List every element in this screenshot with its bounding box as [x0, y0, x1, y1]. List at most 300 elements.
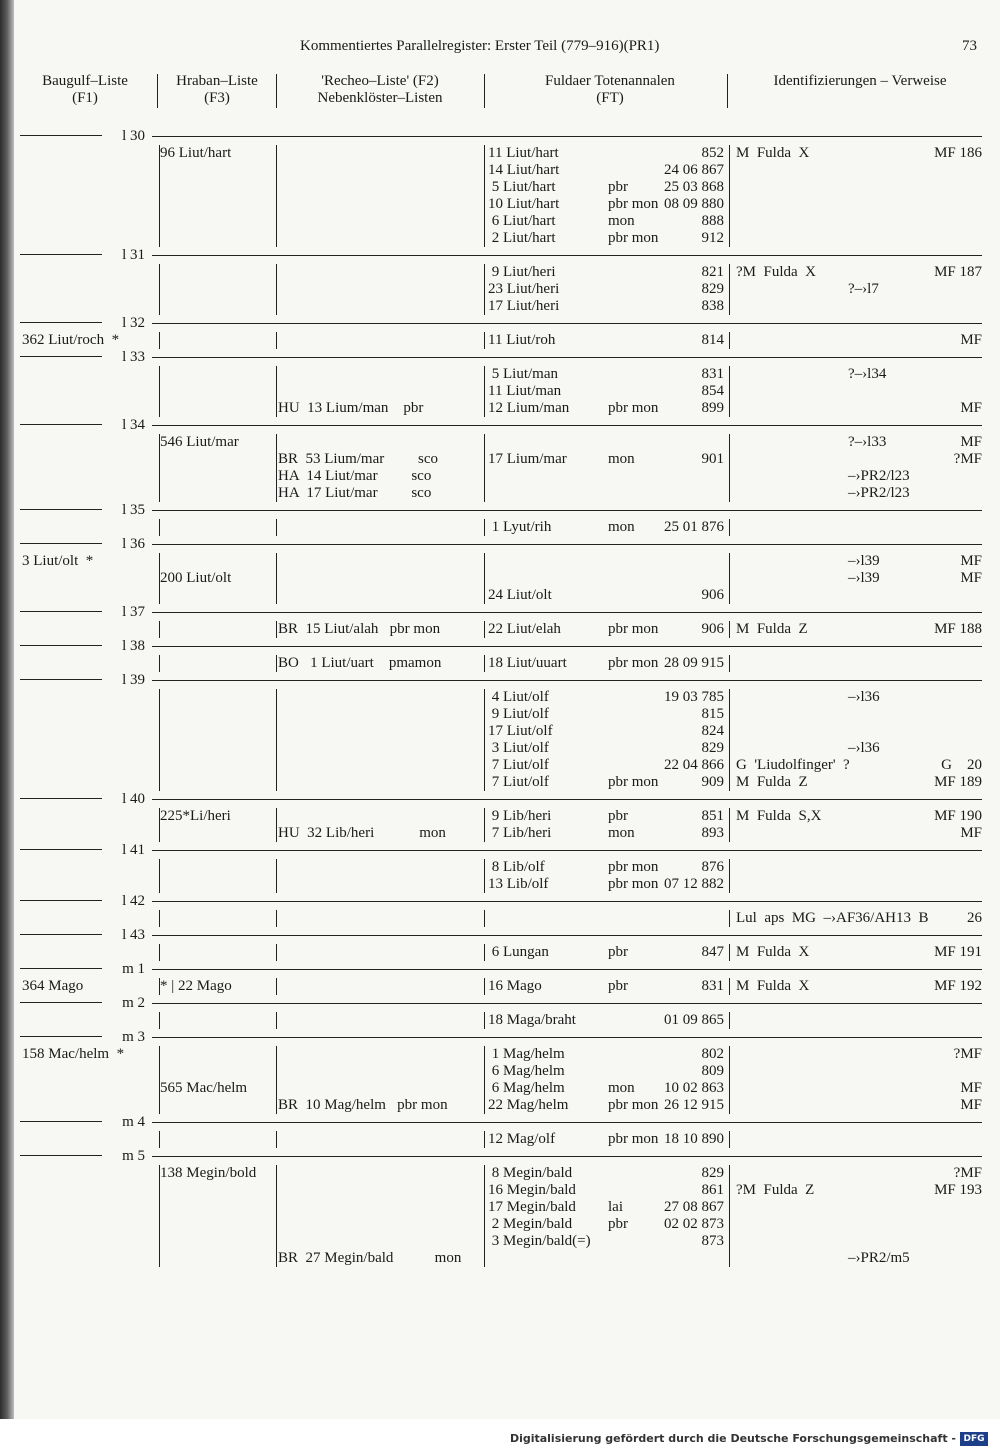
ft-entry: 6 Liut/hart: [488, 213, 556, 229]
ft-date: 28 09 915: [664, 655, 724, 671]
cross-reference: –›PR2/m5: [848, 1250, 910, 1266]
column-divider: [159, 366, 160, 417]
ft-status: pbr mon: [608, 774, 659, 790]
column-divider: [276, 655, 277, 672]
column-divider: [276, 910, 277, 927]
ft-status: pbr: [608, 179, 628, 195]
f2-entry: HU 32 Lib/heri mon: [278, 825, 446, 841]
mf-reference: MF: [960, 400, 982, 416]
identification: G 'Liudolfinger' ?: [736, 757, 850, 773]
column-divider: [159, 145, 160, 247]
identification: ?M Fulda X: [736, 264, 816, 280]
mf-reference: G 20: [941, 757, 982, 773]
column-divider: [484, 689, 485, 791]
mf-reference: MF: [960, 434, 982, 450]
f3-entry: 565 Mac/helm: [160, 1080, 248, 1096]
ft-status: mon: [608, 825, 635, 841]
ft-entry: 17 Liut/heri: [488, 298, 560, 314]
ft-date: 08 09 880: [664, 196, 724, 212]
column-divider: [729, 332, 730, 349]
column-divider: [276, 944, 277, 961]
column-header-f3-line1: Hraban–Liste: [176, 73, 258, 89]
group-label: l 37: [122, 604, 145, 620]
ft-entry: 6 Mag/helm: [488, 1080, 565, 1096]
f2-entry: BR 15 Liut/alah pbr mon: [278, 621, 441, 637]
f2-entry: BR 27 Megin/bald mon: [278, 1250, 462, 1266]
identification: M Fulda Z: [736, 774, 808, 790]
ft-entry: 9 Lib/heri: [488, 808, 552, 824]
group-rule-short: [20, 611, 102, 612]
ft-entry: 16 Megin/bald: [488, 1182, 576, 1198]
ft-date: 809: [701, 1063, 724, 1079]
running-title: Kommentiertes Parallelregister: Erster Teil (779–916)(PR1): [300, 38, 660, 54]
column-divider: [729, 859, 730, 893]
column-divider: [484, 264, 485, 315]
ft-date: 27 08 867: [664, 1199, 724, 1215]
column-header-f2-line1: 'Recheo–Liste' (F2): [321, 73, 439, 89]
f3-entry: 546 Liut/mar: [160, 434, 239, 450]
column-divider: [729, 1012, 730, 1029]
ft-date: 906: [701, 621, 724, 637]
group-rule-short: [20, 798, 102, 799]
ft-entry: 7 Liut/olf: [488, 757, 549, 773]
group-label: l 31: [122, 247, 145, 263]
group-rule-long: [152, 969, 982, 970]
group-rule-short: [20, 509, 102, 510]
ft-entry: 22 Liut/elah: [488, 621, 561, 637]
ft-entry: 3 Liut/olf: [488, 740, 549, 756]
group-rule-short: [20, 849, 102, 850]
cross-reference: –›PR2/l23: [848, 468, 910, 484]
group-rule-short: [20, 1036, 102, 1037]
column-divider: [484, 910, 485, 927]
column-divider: [159, 621, 160, 638]
ft-status: mon: [608, 451, 635, 467]
f2-entry: HA 17 Liut/mar sco: [278, 485, 432, 501]
footer-credit: Digitalisierung gefördert durch die Deutsche Forschungsgemeinschaft -: [509, 1432, 956, 1445]
column-divider: [484, 1165, 485, 1267]
mf-reference: MF: [960, 825, 982, 841]
group-rule-short: [20, 934, 102, 935]
ft-entry: 7 Lib/heri: [488, 825, 552, 841]
identification: Lul aps MG –›AF36/AH13 B: [736, 910, 929, 926]
mf-reference: ?MF: [953, 1165, 982, 1181]
mf-reference: ?MF: [953, 1046, 982, 1062]
ft-entry: 6 Lungan: [488, 944, 549, 960]
ft-entry: 24 Liut/olt: [488, 587, 552, 603]
ft-date: 831: [701, 978, 724, 994]
f3-entry: 200 Liut/olt: [160, 570, 232, 586]
column-divider: [276, 519, 277, 536]
column-divider: [159, 434, 160, 502]
column-divider: [729, 553, 730, 604]
cross-reference: –›PR2/l23: [848, 485, 910, 501]
cross-reference: –›l39: [848, 570, 880, 586]
cross-reference: ?–›l34: [848, 366, 887, 382]
column-divider: [484, 655, 485, 672]
ft-entry: 2 Liut/hart: [488, 230, 556, 246]
column-divider: [276, 978, 277, 995]
group-label: m 3: [122, 1029, 145, 1045]
ft-status: pbr mon: [608, 655, 659, 671]
ft-date: 814: [701, 332, 724, 348]
ft-date: 26 12 915: [664, 1097, 724, 1113]
f3-entry: 225*Li/heri: [160, 808, 231, 824]
group-rule-long: [152, 1122, 982, 1123]
group-label: l 41: [122, 842, 145, 858]
column-divider: [159, 859, 160, 893]
column-divider: [159, 689, 160, 791]
column-divider: [276, 1012, 277, 1029]
ft-entry: 22 Mag/helm: [488, 1097, 569, 1113]
ft-date: 01 09 865: [664, 1012, 724, 1028]
ft-status: mon: [608, 213, 635, 229]
group-rule-short: [20, 424, 102, 425]
group-rule-long: [152, 646, 982, 647]
group-rule-long: [152, 1037, 982, 1038]
cross-reference: –›l36: [848, 689, 880, 705]
column-divider: [729, 910, 730, 927]
column-divider: [729, 434, 730, 502]
group-rule-long: [152, 612, 982, 613]
column-divider: [159, 264, 160, 315]
dfg-logo: DFG: [960, 1432, 988, 1446]
column-divider: [276, 366, 277, 417]
ft-entry: 1 Lyut/rih: [488, 519, 552, 535]
f2-entry: BR 10 Mag/helm pbr mon: [278, 1097, 448, 1113]
group-label: l 38: [122, 638, 145, 654]
column-divider: [159, 553, 160, 604]
column-divider: [159, 332, 160, 349]
ft-entry: 8 Lib/olf: [488, 859, 545, 875]
column-divider: [484, 1131, 485, 1148]
ft-date: 901: [701, 451, 724, 467]
column-header-f3-line2: (F3): [204, 90, 230, 106]
column-divider: [159, 1131, 160, 1148]
ft-date: 906: [701, 587, 724, 603]
column-divider: [484, 366, 485, 417]
column-divider: [484, 944, 485, 961]
ft-date: 829: [701, 740, 724, 756]
group-rule-short: [20, 968, 102, 969]
mf-reference: MF 188: [934, 621, 982, 637]
column-header-f1-line2: (F1): [72, 90, 98, 106]
column-divider: [276, 808, 277, 842]
ft-date: 838: [701, 298, 724, 314]
ft-status: pbr mon: [608, 876, 659, 892]
group-rule-long: [152, 901, 982, 902]
ft-entry: 5 Liut/hart: [488, 179, 556, 195]
column-divider: [484, 859, 485, 893]
f3-entry: * | 22 Mago: [160, 978, 232, 994]
ft-entry: 23 Liut/heri: [488, 281, 560, 297]
ft-entry: 5 Liut/man: [488, 366, 558, 382]
column-divider: [159, 978, 160, 995]
identification: M Fulda Z: [736, 621, 808, 637]
header-separator: [157, 74, 158, 108]
ft-date: 824: [701, 723, 724, 739]
ft-date: 802: [701, 1046, 724, 1062]
column-divider: [484, 978, 485, 995]
ft-status: pbr mon: [608, 400, 659, 416]
ft-entry: 12 Lium/man: [488, 400, 570, 416]
group-rule-long: [152, 1156, 982, 1157]
ft-entry: 3 Megin/bald(=): [488, 1233, 591, 1249]
mf-reference: MF: [960, 570, 982, 586]
column-divider: [159, 944, 160, 961]
ft-entry: 9 Liut/olf: [488, 706, 549, 722]
group-label: l 35: [122, 502, 145, 518]
group-label: l 36: [122, 536, 145, 552]
f2-entry: BO 1 Liut/uart pmamon: [278, 655, 442, 671]
ft-date: 22 04 866: [664, 757, 724, 773]
column-divider: [276, 1165, 277, 1267]
f1-entry: 362 Liut/roch *: [22, 332, 120, 348]
column-divider: [276, 332, 277, 349]
mf-reference: 26: [967, 910, 982, 926]
book-binding-shadow: [0, 0, 14, 1451]
column-divider: [484, 621, 485, 638]
group-label: m 4: [122, 1114, 145, 1130]
ft-date: 829: [701, 1165, 724, 1181]
ft-entry: 4 Liut/olf: [488, 689, 549, 705]
ft-date: 19 03 785: [664, 689, 724, 705]
column-divider: [729, 944, 730, 961]
ft-status: pbr mon: [608, 859, 659, 875]
ft-status: pbr mon: [608, 1131, 659, 1147]
ft-entry: 2 Megin/bald: [488, 1216, 573, 1232]
identification: M Fulda X: [736, 944, 810, 960]
ft-status: pbr: [608, 808, 628, 824]
ft-date: 815: [701, 706, 724, 722]
column-divider: [159, 808, 160, 842]
f3-entry: 96 Liut/hart: [160, 145, 232, 161]
group-label: l 39: [122, 672, 145, 688]
mf-reference: MF 189: [934, 774, 982, 790]
identification: M Fulda X: [736, 978, 810, 994]
column-divider: [729, 621, 730, 638]
ft-date: 888: [701, 213, 724, 229]
ft-date: 852: [701, 145, 724, 161]
ft-entry: 11 Liut/man: [488, 383, 562, 399]
mf-reference: MF: [960, 553, 982, 569]
column-divider: [159, 1012, 160, 1029]
ft-status: mon: [608, 519, 635, 535]
group-rule-long: [152, 935, 982, 936]
mf-reference: MF: [960, 1080, 982, 1096]
column-divider: [484, 808, 485, 842]
ft-entry: 8 Megin/bald: [488, 1165, 573, 1181]
ft-date: 10 02 863: [664, 1080, 724, 1096]
ft-entry: 1 Mag/helm: [488, 1046, 565, 1062]
ft-entry: 6 Mag/helm: [488, 1063, 565, 1079]
cross-reference: ?–›l7: [848, 281, 879, 297]
column-divider: [484, 332, 485, 349]
group-rule-long: [152, 255, 982, 256]
group-rule-short: [20, 1002, 102, 1003]
ft-date: 876: [701, 859, 724, 875]
column-divider: [276, 264, 277, 315]
ft-date: 912: [701, 230, 724, 246]
mf-reference: ?MF: [953, 451, 982, 467]
group-rule-long: [152, 357, 982, 358]
ft-entry: 17 Lium/mar: [488, 451, 567, 467]
ft-date: 25 01 876: [664, 519, 724, 535]
footer-bar: [0, 1419, 1000, 1451]
column-divider: [484, 145, 485, 247]
group-label: l 43: [122, 927, 145, 943]
column-header-identifizierungen: Identifizierungen – Verweise: [773, 73, 947, 89]
mf-reference: MF 192: [934, 978, 982, 994]
f1-entry: 158 Mac/helm *: [22, 1046, 125, 1062]
ft-date: 821: [701, 264, 724, 280]
ft-status: lai: [608, 1199, 623, 1215]
column-header-ft-line1: Fuldaer Totenannalen: [545, 73, 675, 89]
ft-entry: 11 Liut/hart: [488, 145, 559, 161]
column-divider: [729, 655, 730, 672]
ft-date: 899: [701, 400, 724, 416]
mf-reference: MF: [960, 332, 982, 348]
group-rule-long: [152, 680, 982, 681]
column-divider: [729, 366, 730, 417]
column-divider: [484, 553, 485, 604]
column-divider: [276, 689, 277, 791]
ft-entry: 17 Megin/bald: [488, 1199, 576, 1215]
ft-status: mon: [608, 1080, 635, 1096]
group-rule-short: [20, 679, 102, 680]
group-label: m 2: [122, 995, 145, 1011]
group-rule-short: [20, 135, 102, 136]
group-rule-long: [152, 425, 982, 426]
ft-status: pbr mon: [608, 196, 659, 212]
cross-reference: –›l36: [848, 740, 880, 756]
ft-entry: 18 Maga/braht: [488, 1012, 576, 1028]
column-divider: [729, 808, 730, 842]
mf-reference: MF: [960, 1097, 982, 1113]
column-divider: [729, 519, 730, 536]
group-rule-short: [20, 900, 102, 901]
ft-status: pbr mon: [608, 621, 659, 637]
ft-entry: 13 Lib/olf: [488, 876, 549, 892]
identification: ?M Fulda Z: [736, 1182, 815, 1198]
ft-date: 854: [701, 383, 724, 399]
column-divider: [276, 1046, 277, 1114]
ft-date: 02 02 873: [664, 1216, 724, 1232]
column-divider: [729, 689, 730, 791]
group-label: m 5: [122, 1148, 145, 1164]
column-divider: [276, 434, 277, 502]
ft-entry: 10 Liut/hart: [488, 196, 560, 212]
group-rule-long: [152, 850, 982, 851]
group-label: m 1: [122, 961, 145, 977]
cross-reference: ?–›l33: [848, 434, 887, 450]
column-divider: [159, 655, 160, 672]
group-rule-long: [152, 544, 982, 545]
group-rule-short: [20, 322, 102, 323]
ft-date: 25 03 868: [664, 179, 724, 195]
group-label: l 32: [122, 315, 145, 331]
f2-entry: HU 13 Lium/man pbr: [278, 400, 424, 416]
column-divider: [276, 553, 277, 604]
mf-reference: MF 190: [934, 808, 982, 824]
group-rule-short: [20, 645, 102, 646]
column-divider: [484, 434, 485, 502]
group-rule-short: [20, 543, 102, 544]
ft-entry: 12 Mag/olf: [488, 1131, 556, 1147]
header-separator: [727, 74, 728, 108]
ft-status: pbr: [608, 1216, 628, 1232]
group-rule-long: [152, 1003, 982, 1004]
mf-reference: MF 191: [934, 944, 982, 960]
column-divider: [276, 1131, 277, 1148]
ft-date: 847: [701, 944, 724, 960]
f1-entry: 364 Mago: [22, 978, 84, 994]
group-rule-short: [20, 1155, 102, 1156]
column-divider: [729, 264, 730, 315]
group-label: l 34: [122, 417, 145, 433]
column-divider: [276, 859, 277, 893]
header-separator: [484, 74, 485, 108]
cross-reference: –›l39: [848, 553, 880, 569]
column-divider: [159, 910, 160, 927]
ft-date: 909: [701, 774, 724, 790]
column-divider: [276, 145, 277, 247]
ft-entry: 7 Liut/olf: [488, 774, 549, 790]
column-divider: [729, 1046, 730, 1114]
ft-date: 851: [701, 808, 724, 824]
identification: M Fulda X: [736, 145, 810, 161]
column-divider: [729, 978, 730, 995]
ft-entry: 11 Liut/roh: [488, 332, 556, 348]
ft-date: 18 10 890: [664, 1131, 724, 1147]
group-rule-long: [152, 323, 982, 324]
ft-status: pbr: [608, 944, 628, 960]
group-rule-short: [20, 254, 102, 255]
group-label: l 42: [122, 893, 145, 909]
column-divider: [159, 1046, 160, 1114]
group-rule-short: [20, 356, 102, 357]
mf-reference: MF 193: [934, 1182, 982, 1198]
ft-entry: 18 Liut/uuart: [488, 655, 567, 671]
ft-date: 831: [701, 366, 724, 382]
ft-date: 873: [701, 1233, 724, 1249]
column-header-f2-line2: Nebenklöster–Listen: [317, 90, 443, 106]
ft-date: 861: [701, 1182, 724, 1198]
column-divider: [484, 519, 485, 536]
identification: M Fulda S,X: [736, 808, 822, 824]
column-divider: [729, 1131, 730, 1148]
ft-date: 893: [701, 825, 724, 841]
ft-entry: 14 Liut/hart: [488, 162, 560, 178]
column-divider: [484, 1046, 485, 1114]
column-divider: [159, 1165, 160, 1267]
column-divider: [729, 145, 730, 247]
group-rule-short: [20, 1121, 102, 1122]
f1-entry: 3 Liut/olt *: [22, 553, 94, 569]
ft-status: pbr: [608, 978, 628, 994]
mf-reference: MF 187: [934, 264, 982, 280]
group-label: l 33: [122, 349, 145, 365]
ft-date: 24 06 867: [664, 162, 724, 178]
ft-entry: 9 Liut/heri: [488, 264, 556, 280]
page-number: 73: [962, 38, 977, 54]
group-label: l 40: [122, 791, 145, 807]
ft-entry: 17 Liut/olf: [488, 723, 553, 739]
column-header-f1-line1: Baugulf–Liste: [42, 73, 128, 89]
group-rule-long: [152, 510, 982, 511]
column-divider: [729, 1165, 730, 1267]
column-divider: [484, 1012, 485, 1029]
